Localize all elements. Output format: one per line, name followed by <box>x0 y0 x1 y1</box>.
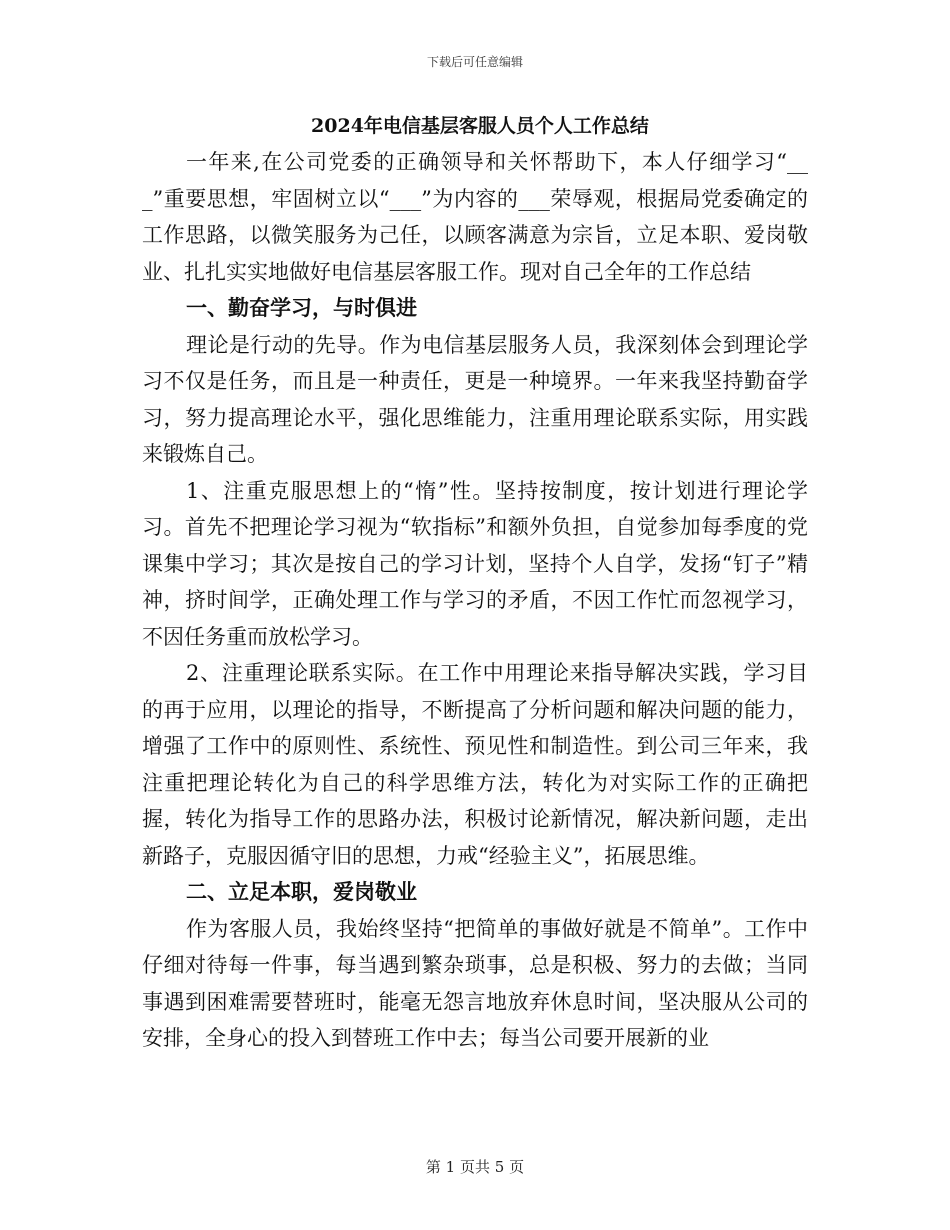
section-1-paragraph-3: 2、注重理论联系实际。在工作中用理论来指导解决实践，学习目的再于应用，以理论的指导，不断提高了分析问题和解决问题的能力，增强了工作中的原则性、系统性、预见性和制造性。到公司三年来，我注重把理论转化为自己的科学思维方法，转化为对实际工作的正确把握，转化为指导工作的思路办法，积极讨论新情况，解决新问题，走出新路子，克服因循守旧的思想，力戒“经验主义”，拓展思维。 <box>142 661 808 868</box>
section-1-paragraph-1: 理论是行动的先导。作为电信基层服务人员，我深刻体会到理论学习不仅是任务，而且是一种责任，更是一种境界。一年来我坚持勤奋学习，努力提高理论水平，强化思维能力，注重用理论联系实际，用实践来锻炼自己。 <box>142 332 808 466</box>
intro-paragraph: 一年来,在公司党委的正确领导和关怀帮助下，本人仔细学习“___”重要思想，牢固树立以“___”为内容的___荣辱观，根据局党委确定的工作思路，以微笑服务为己任，以顾客满意为宗旨，立足本职、爱岗敬业、扎扎实实地做好电信基层客服工作。现对自己全年的工作总结 <box>142 150 808 284</box>
page-header-note: 下载后可任意编辑 <box>426 55 523 69</box>
section-2-paragraph-1: 作为客服人员，我始终坚持“把简单的事做好就是不简单”。工作中仔细对待每一件事，每当遇到繁杂琐事，总是积极、努力的去做；当同事遇到困难需要替班时，能毫无怨言地放弃休息时间，坚决服从公司的安排，全身心的投入到替班工作中去；每当公司要开展新的业 <box>142 916 808 1050</box>
page-number: 第 1 页共 5 页 <box>425 1158 525 1176</box>
document-title: 2024年电信基层客服人员个人工作总结 <box>311 115 649 137</box>
section-2-heading: 二、立足本职，爱岗敬业 <box>186 879 417 904</box>
section-1-paragraph-2: 1、注重克服思想上的“惰”性。坚持按制度，按计划进行理论学习。首先不把理论学习视为“软指标”和额外负担，自觉参加每季度的党课集中学习；其次是按自己的学习计划，坚持个人自学，发扬“钉子”精神，挤时间学，正确处理工作与学习的矛盾，不因工作忙而忽视学习，不因任务重而放松学习。 <box>142 478 808 649</box>
document-body <box>142 112 808 1057</box>
section-1-heading: 一、勤奋学习，与时俱进 <box>186 295 417 320</box>
